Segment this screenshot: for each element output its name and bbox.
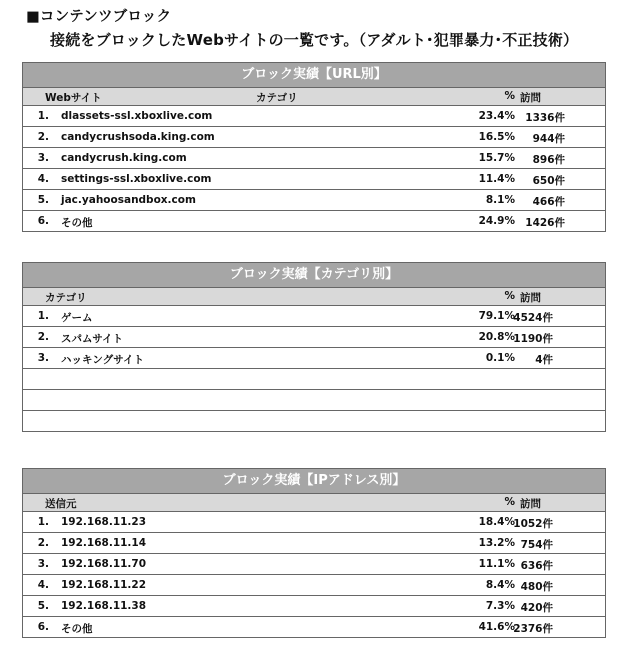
row-rank: 3. bbox=[37, 152, 49, 164]
row-visits: 1336件 bbox=[525, 112, 565, 124]
table-row-empty bbox=[23, 411, 605, 431]
row-visits: 650件 bbox=[532, 175, 565, 187]
row-visits: 636件 bbox=[520, 560, 553, 572]
row-website: dlassets-ssl.xboxlive.com bbox=[61, 110, 213, 122]
row-ip-address: その他 bbox=[61, 623, 93, 635]
row-website: candycrushsoda.king.com bbox=[61, 131, 215, 143]
source-column-header: 送信元 bbox=[45, 498, 77, 510]
row-percent: 11.4% bbox=[478, 173, 515, 185]
row-percent: 23.4% bbox=[478, 110, 515, 122]
page-description: 接続をブロックしたWebサイトの一覧です。（アダルト･犯罪暴力･不正技術） bbox=[50, 31, 579, 49]
url-block-table bbox=[22, 62, 606, 232]
row-ip-address: 192.168.11.14 bbox=[61, 537, 147, 549]
row-percent: 8.4% bbox=[485, 579, 515, 591]
row-percent: 11.1% bbox=[478, 558, 515, 570]
row-rank: 6. bbox=[37, 215, 49, 227]
row-visits: 4524件 bbox=[513, 312, 553, 324]
row-category: ゲーム bbox=[61, 312, 93, 324]
row-visits: 944件 bbox=[532, 133, 565, 145]
table-row bbox=[23, 554, 605, 575]
row-visits: 896件 bbox=[532, 154, 565, 166]
visits-column-header: 訪問 bbox=[520, 92, 541, 104]
row-website: candycrush.king.com bbox=[61, 152, 187, 164]
percent-column-header: % bbox=[504, 496, 515, 508]
row-rank: 2. bbox=[37, 537, 49, 549]
row-percent: 24.9% bbox=[478, 215, 515, 227]
website-column-header: Webサイト bbox=[45, 92, 102, 104]
row-rank: 4. bbox=[37, 173, 49, 185]
row-rank: 6. bbox=[37, 621, 49, 633]
row-visits: 420件 bbox=[520, 602, 553, 614]
row-percent: 20.8% bbox=[478, 331, 515, 343]
table-row bbox=[23, 106, 605, 127]
row-ip-address: 192.168.11.23 bbox=[61, 516, 147, 528]
category-column-header: カテゴリ bbox=[45, 292, 87, 304]
row-rank: 5. bbox=[37, 600, 49, 612]
ip-table-title: ブロック実績【IPアドレス別】 bbox=[23, 469, 605, 494]
visits-column-header: 訪問 bbox=[520, 292, 541, 304]
page-heading: ■コンテンツブロック bbox=[26, 9, 172, 25]
row-category: ハッキングサイト bbox=[61, 354, 144, 366]
table-row bbox=[23, 211, 605, 231]
row-percent: 8.1% bbox=[485, 194, 515, 206]
table-row bbox=[23, 575, 605, 596]
table-row-empty bbox=[23, 390, 605, 411]
row-percent: 7.3% bbox=[485, 600, 515, 612]
row-ip-address: 192.168.11.70 bbox=[61, 558, 147, 570]
row-visits: 466件 bbox=[532, 196, 565, 208]
table-row bbox=[23, 169, 605, 190]
row-website: jac.yahoosandbox.com bbox=[61, 194, 196, 206]
row-rank: 2. bbox=[37, 331, 49, 343]
category-block-table bbox=[22, 262, 606, 432]
table-row bbox=[23, 512, 605, 533]
table-row bbox=[23, 148, 605, 169]
row-rank: 1. bbox=[37, 110, 49, 122]
row-ip-address: 192.168.11.22 bbox=[61, 579, 147, 591]
row-rank: 2. bbox=[37, 131, 49, 143]
ip-table-header bbox=[23, 494, 605, 512]
ip-block-table bbox=[22, 468, 606, 638]
table-row bbox=[23, 596, 605, 617]
row-rank: 4. bbox=[37, 579, 49, 591]
category-table-title: ブロック実績【カテゴリ別】 bbox=[23, 263, 605, 288]
row-percent: 0.1% bbox=[485, 352, 515, 364]
row-website: settings-ssl.xboxlive.com bbox=[61, 173, 212, 185]
category-table-header bbox=[23, 288, 605, 306]
percent-column-header: % bbox=[504, 90, 515, 102]
row-category: スパムサイト bbox=[61, 333, 124, 345]
row-visits: 2376件 bbox=[513, 623, 553, 635]
row-rank: 5. bbox=[37, 194, 49, 206]
row-percent: 15.7% bbox=[478, 152, 515, 164]
table-row bbox=[23, 617, 605, 637]
row-visits: 1052件 bbox=[513, 518, 553, 530]
visits-column-header: 訪問 bbox=[520, 498, 541, 510]
url-table-header bbox=[23, 88, 605, 106]
row-visits: 4件 bbox=[535, 354, 553, 366]
row-rank: 3. bbox=[37, 352, 49, 364]
table-row bbox=[23, 348, 605, 369]
table-row bbox=[23, 327, 605, 348]
table-row-empty bbox=[23, 369, 605, 390]
url-table-title: ブロック実績【URL別】 bbox=[23, 63, 605, 88]
row-ip-address: 192.168.11.38 bbox=[61, 600, 147, 612]
category-column-header: カテゴリ bbox=[256, 92, 298, 104]
row-percent: 16.5% bbox=[478, 131, 515, 143]
percent-column-header: % bbox=[504, 290, 515, 302]
row-visits: 480件 bbox=[520, 581, 553, 593]
table-row bbox=[23, 533, 605, 554]
row-rank: 1. bbox=[37, 310, 49, 322]
row-percent: 79.1% bbox=[478, 310, 515, 322]
row-rank: 1. bbox=[37, 516, 49, 528]
table-row bbox=[23, 306, 605, 327]
row-visits: 1190件 bbox=[513, 333, 553, 345]
row-visits: 1426件 bbox=[525, 217, 565, 229]
table-row bbox=[23, 127, 605, 148]
row-percent: 41.6% bbox=[478, 621, 515, 633]
row-percent: 18.4% bbox=[478, 516, 515, 528]
table-row bbox=[23, 190, 605, 211]
row-website: その他 bbox=[61, 217, 93, 229]
row-visits: 754件 bbox=[520, 539, 553, 551]
row-percent: 13.2% bbox=[478, 537, 515, 549]
row-rank: 3. bbox=[37, 558, 49, 570]
